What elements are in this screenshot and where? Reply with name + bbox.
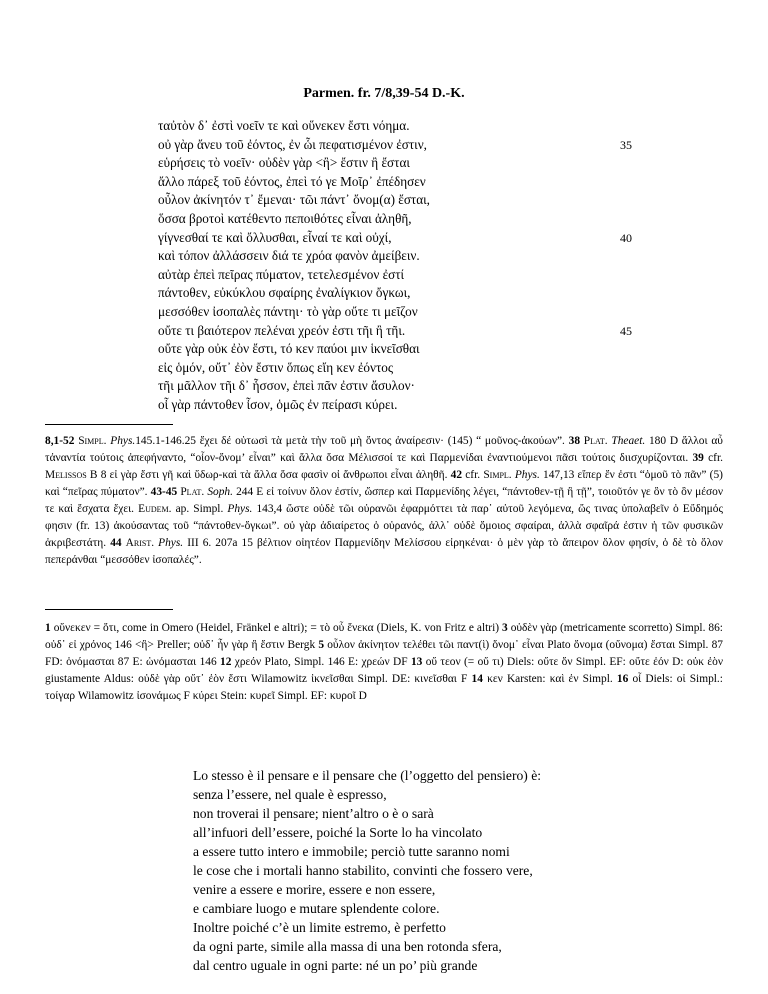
greek-line-text: πάντοθεν, εὐκύκλου σφαίρης ἐναλίγκιον ὄγκωι, [158,285,411,301]
translation-line: le cose che i mortali hanno stabilito, convinti che fossero vere, [193,863,533,878]
greek-line [158,322,698,341]
app-entry: οἷ Diels: οἱ Simpl.: τοίγαρ Wilamowitz ἰσονάμως F κύρει Stein: κυρεῖ Simpl. EF: κυροῖ D [45,673,723,702]
greek-line-text: οὔτε γὰρ οὐκ ἐὸν ἔστι, τό κεν παύοι μιν ἱκνεῖσθαι [158,341,420,357]
page-title: Parmen. fr. 7/8,39-54 D.-K. [303,86,465,101]
source-text: ap. Simpl. [175,503,224,515]
app-entry: οὕνεκεν = ὅτι, come in Omero (Heidel, Fränkel e altri); = τὸ οὗ ἕνεκα (Diels, K. von Fritz e altri) [53,622,500,634]
source-ref: 43-45 [150,486,178,498]
source-text: 147,13 εἴπερ ἕν ἐστι “ὁμοῦ τὸ πᾶν” (5) καὶ “πεῖρας πύματον”. [45,469,723,498]
greek-line-text: γίγνεσθαί τε καὶ ὄλλυσθαι, εἶναί τε καὶ οὐχί, [158,229,392,245]
source-author: Simpl. [78,435,107,447]
greek-line-text: ταὐτὸν δ᾽ ἐστὶ νοεῖν τε καὶ οὕνεκεν ἔστι νόημα. [158,118,410,133]
translation-line: venire a essere e morire, essere e non essere, [193,882,436,897]
greek-line-text: καὶ τόπον ἀλλάσσειν διά τε χρόα φανὸν ἀμείβειν. [158,248,420,264]
source-ref: 44 [110,537,122,549]
greek-line-text: εἰς ὁμόν, οὔτ᾽ ἐὸν ἔστιν ὅπως εἴη κεν ἐόντος [158,359,394,375]
divider [45,424,173,425]
source-text: 145.1-146.25 ἔχει δέ οὑτωσὶ τὰ μετὰ τὴν τοῦ μὴ ὄντος ἀναίρεσιν· (145) “ μοῦνος-ἀκούων”. [135,435,565,447]
app-entry: οὔ τεον (= οὔ τι) Diels: οὔτε ὄν Simpl. EF: οὔτε ἐόν D: οὐκ ἐὸν giustamente Aldus: οὐδὲ γὰρ οὔτ᾽ ἐὸν ἔστι Wilamowitz ἱκνεῖσθαι Simpl. DE: κινεῖσθαι F [45,656,723,685]
source-work: Phys. [158,537,184,549]
source-ref: 42 [450,469,463,481]
line-number: 40 [620,230,632,245]
app-line-number: 3 [502,622,508,634]
source-ref: 38 [568,435,581,447]
translation-line: da ogni parte, simile alla massa di una ben rotonda sfera, [193,939,502,954]
source-work: Phys. [514,469,540,481]
greek-line [158,117,698,136]
source-author: Melissos [45,469,87,481]
source-text: B 8 εἰ γὰρ ἔστι γῆ καὶ ὕδωρ-καὶ τὰ ἄλλα ὅσα φασὶν οἱ ἄνθρωποι εἶναι ἀληθῆ. [89,469,448,481]
greek-line [158,340,698,359]
line-number: 45 [620,323,632,338]
source-author: Simpl. [483,469,512,481]
greek-line [158,136,698,155]
app-line-number: 1 [45,622,51,634]
greek-line [158,266,698,285]
greek-line [158,229,698,248]
greek-line [158,303,698,322]
sources-apparatus [45,433,723,569]
greek-line-text: οὖλον ἀκίνητόν τ᾽ ἔμεναι· τῶι πάντ᾽ ὄνομ(α) ἔσται, [158,192,430,208]
greek-line-text: οὐ γὰρ ἄνευ τοῦ ἐόντος, ἐν ὧι πεφατισμένον ἐστιν, [158,136,427,152]
source-text: 143,4 ὥστε οὐδὲ τῶι οὐρανῶι ἐφαρμόττει τὰ παρ᾽ αὐτοῦ λεγόμενα, ὥς τινας ὑπολαβεῖν ὁ Εὔδημός φησιν (fr. 13) ἀκούσαντας τοῦ “πάντοθεν-ὄγκωι”. οὐ γὰρ ἀδιαίρετος ὁ οὐρανός, ἀλλ᾽ οὐδὲ ὅμοιος σφαίραι, ἀλλὰ σφαῖρά ἐστιν ἡ τῶν φυσικῶν ἀκριβεστάτη. [45,503,723,549]
greek-line [158,191,698,210]
greek-line-text: ἄλλο πάρεξ τοῦ ἐόντος, ἐπεὶ τό γε Μοῖρ᾽ ἐπέδησεν [158,173,426,189]
greek-line-text: εὑρήσεις τὸ νοεῖν· οὐδὲν γὰρ <ἢ> ἔστιν ἢ ἔσται [158,155,410,171]
source-author: Eudem. [138,503,172,515]
critical-apparatus [45,620,723,705]
greek-line-text: τῆι μᾶλλον τῆι δ᾽ ἧσσον, ἐπεὶ πᾶν ἐστιν ἄσυλον· [158,378,415,394]
source-author: Arist. [125,537,155,549]
app-line-number: 16 [616,673,629,685]
app-entry: χρεόν Plato, Simpl. 146 E: χρεών DF [234,656,408,668]
italian-translation [193,766,733,975]
greek-line-text: μεσσόθεν ἰσοπαλὲς πάντηι· τὸ γὰρ οὔτε τι μεῖζον [158,303,418,319]
source-work: Phys. [227,503,253,515]
translation-line: non troverai il pensare; nient’altro o è o sarà [193,806,434,821]
greek-line-text: ὅσσα βροτοὶ κατέθεντο πεποιθότες εἶναι ἀληθῆ, [158,210,412,226]
greek-line [158,173,698,192]
greek-line-text: οὔτε τι βαιότερον πελέναι χρεόν ἐστι τῆι ἢ τῆι. [158,322,406,338]
greek-line [158,154,698,173]
greek-line-text: οἷ γὰρ πάντοθεν ἶσον, ὁμῶς ἐν πείρασι κύρει. [158,396,398,412]
translation-line: senza l’essere, nel quale è espresso, [193,787,387,802]
greek-line [158,210,698,229]
app-line-number: 14 [471,673,483,685]
source-text: 180 D ἄλλοι αὖ τἀναντία τούτοις ἀπεφήναντο, “οἷον-ὄνομ’ εἶναι” καὶ ἄλλα ὅσα Μέλισσοί τε καὶ Παρμενίδαι ἐναντιούμενοι πᾶσι τούτοις διισχυρίζονται. [45,435,723,464]
source-ref: 8,1-52 [45,435,75,447]
greek-line [158,247,698,266]
source-work: Soph. [207,486,233,498]
source-text: III 6. 207a 15 βέλτιον οἰητέον Παρμενίδην Μελίσσου εἰρηκέναι· ὁ μὲν γὰρ τὸ ἄπειρον ὅλον φησίν, ὁ δὲ τὸ ὅλον πεπεράνθαι “μεσσόθεν ἰσοπαλές”. [45,537,723,566]
greek-line [158,396,698,415]
source-text: 244 E εἰ τοίνυν ὅλον ἐστίν, ὥσπερ καὶ Παρμενίδης λέγει, “πάντοθεν-τῇ ἢ τῇ”, τοιοῦτόν γε ὂν τὸ ὂν μέσον τε καὶ ἔσχατα ἔχει. [45,486,723,515]
source-work: Theaet. [611,435,646,447]
app-entry: κεν Karsten: καὶ ἐν Simpl. [487,673,613,685]
translation-line: dal centro uguale in ogni parte: né un po’ più grande [193,958,478,973]
app-line-number: 5 [318,639,325,651]
source-author: Plat. [583,435,608,447]
greek-line-text: αὐτὰρ ἐπεὶ πεῖρας πύματον, τετελεσμένον ἐστί [158,266,405,282]
source-text: cfr. [465,469,481,481]
source-text: cfr. [708,452,723,464]
line-number: 35 [620,137,632,152]
source-author: Plat. [180,486,205,498]
app-entry: οὐδὲν γὰρ (metricamente scorretto) Simpl. 86: οὐδ᾽ εἰ χρόνος 146 <ἢ> Preller; οὐδ᾽ ἦν γὰρ ἢ ἔστιν Bergk [45,622,723,651]
divider [45,609,173,610]
greek-text [158,117,698,415]
source-work: Phys. [110,435,136,447]
source-ref: 39 [692,452,704,464]
greek-line [158,377,698,396]
translation-line: e cambiare luogo e mutare splendente colore. [193,901,440,916]
greek-line [158,359,698,378]
translation-line: a essere tutto intero e immobile; perciò tutte saranno nomi [193,844,510,859]
app-line-number: 12 [220,656,232,668]
translation-line: all’infuori dell’essere, poiché la Sorte lo ha vincolato [193,825,483,840]
greek-line [158,284,698,303]
translation-line: Lo stesso è il pensare e il pensare che (l’oggetto del pensiero) è: [193,768,542,783]
translation-line: Inoltre poiché c’è un limite estremo, è perfetto [193,920,446,935]
app-line-number: 13 [410,656,423,668]
app-entry: οὖλον ἀκίνητον τελέθει τῶι παντ(ὶ) ὄνομ᾽ εἶναι Plato ὄνομα (οὔνομα) ἔσται Simpl. 87 FD: ὀνόμασται 87 E: ὠνόμασται 146 [45,639,723,668]
